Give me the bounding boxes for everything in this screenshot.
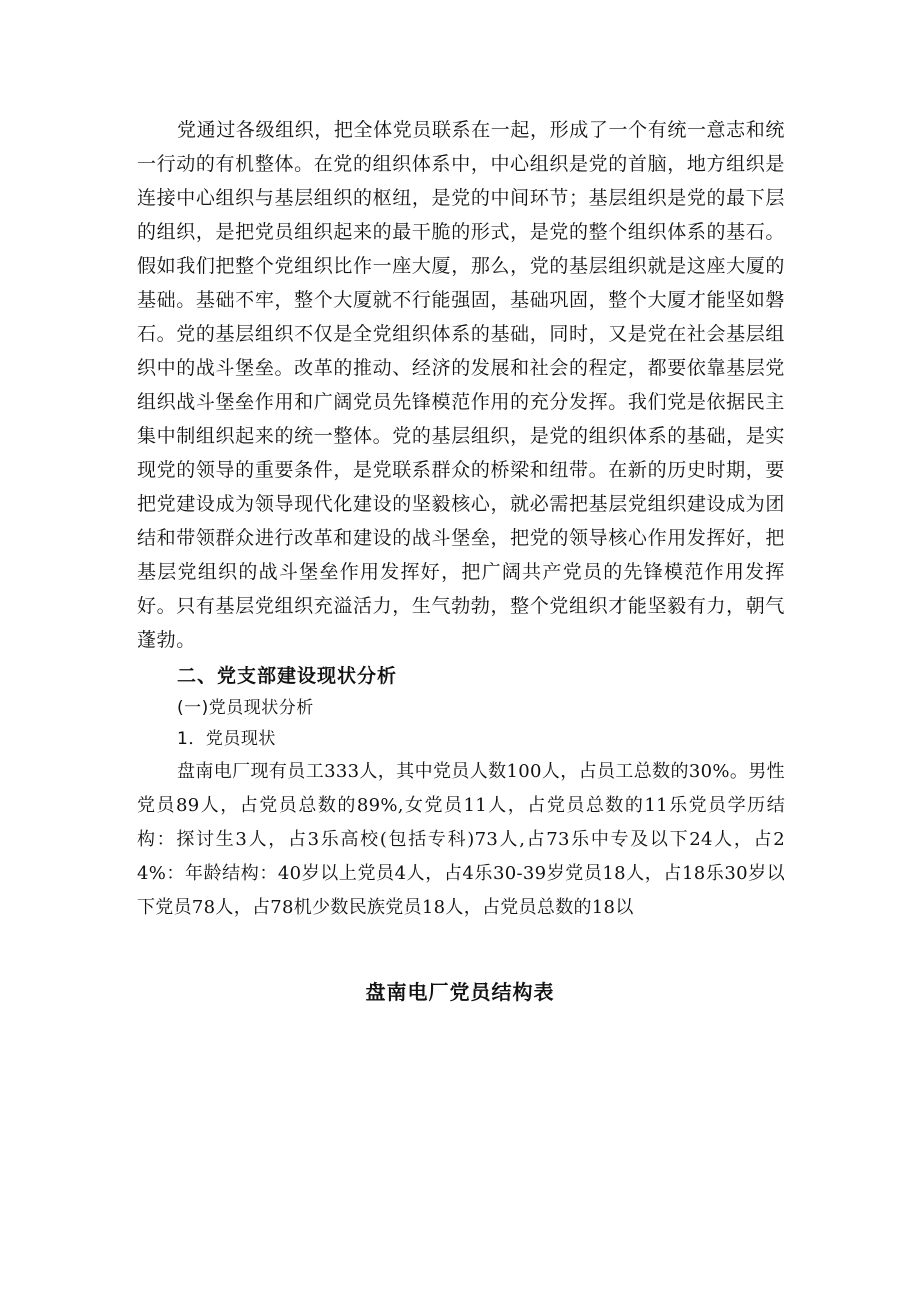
subsection-heading: (一)党员现状分析	[177, 698, 314, 718]
intro-paragraph: 党通过各级组织，把全体党员联系在一起，形成了一个有统一意志和统一行动的有机整体。在党的组织体系中，中心组织是党的首脑，地方组织是连接中心组织与基层组织的枢纽，是党的中间环节；基层组织是党的最下层的组织，是把党员组织起来的最干脆的形式，是党的整个组织体系的基石。假如我们把整个党组织比作一座大厦，那么，党的基层组织就是这座大厦的基础。基础不牢，整个大厦就不行能强固，基础巩固，整个大厦才能坚如磐石。党的基层组织不仅是全党组织体系的基础，同时，又是党在社会基层组织中的战斗堡垒。改革的推动、经济的发展和社会的程定，都要依靠基层党组织战斗堡垒作用和广阔党员先锋模范作用的充分发挥。我们党是依据民主集中制组织起来的统一整体。党的基层组织，是党的组织体系的基础，是实现党的领导的重要条件，是党联系群众的桥梁和纽带。在新的历史时期，要把党建设成为领导现代化建设的坚毅核心，就必需把基层党组织建设成为团结和带领群众进行改革和建设的战斗堡垒，把党的领导核心作用发挥好，把基层党组织的战斗堡垒作用发挥好，把广阔共产党员的先锋模范作用发挥好。只有基层党组织充溢活力，生气勃勃，整个党组织才能坚毅有力，朝气蓬勃。	[137, 119, 785, 651]
member-stats-paragraph: 盘南电厂现有员工333人，其中党员人数100人，占员工总数的30%。男性党员89人，占党员总数的89%,女党员11人，占党员总数的11乐党员学历结构：探讨生3人，占3乐高校(包括专科)73人,占73乐中专及以下24人，占24%：年龄结构：40岁以上党员4人，占4乐30-39岁党员18人，占18乐30岁以下党员78人，占78机少数民族党员18人，占党员总数的18以	[137, 761, 785, 918]
document-body	[137, 113, 785, 925]
section-heading: 二、党支部建设现状分析	[177, 665, 398, 687]
table-title: 盘南电厂党员结构表	[365, 980, 555, 1004]
item-heading: 1．党员现状	[177, 729, 276, 749]
